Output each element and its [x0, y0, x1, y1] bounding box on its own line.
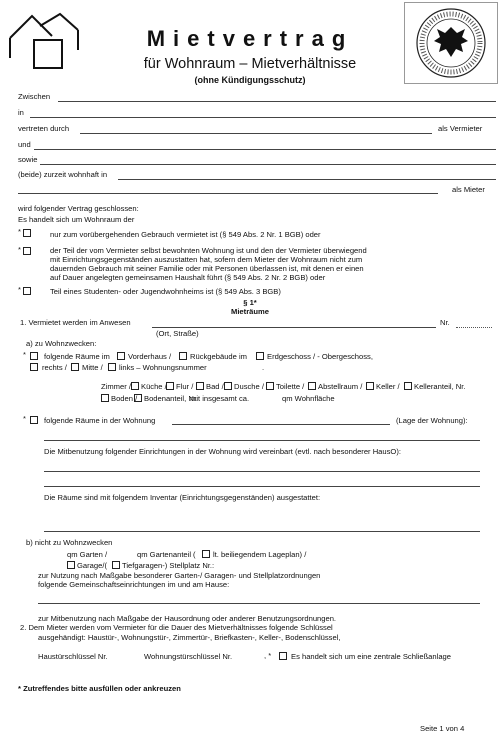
label-tenant: als Mieter: [452, 185, 485, 194]
item-2-line-2: ausgehändigt: Haustür-, Wohnungstür-, Zimmertür-, Briefkasten-, Keller-, Bodenschlüssel,: [38, 633, 341, 642]
document-note: (ohne Kündigungsschutz): [194, 75, 306, 85]
option-1-text: nur zum vorübergehenden Gebrauch vermietet ist (§ 549 Abs. 2 Nr. 1 BGB) oder: [50, 230, 321, 239]
document-title: Mietvertrag: [146, 26, 354, 51]
shower-checkbox[interactable]: [224, 382, 232, 390]
page-number: Seite 1 von 4: [420, 724, 465, 733]
central-locking-checkbox[interactable]: [279, 652, 287, 660]
field-shared-use-1[interactable]: [44, 471, 480, 472]
rear-building-checkbox[interactable]: [179, 352, 187, 360]
option-2-text-line-3: dauernden Gebrauch mit seiner Familie oder mit Personen überlassen ist, mit denen er einen: [50, 264, 364, 273]
front-house-label: Vorderhaus /: [128, 352, 172, 361]
rooms-kitchen: Küche /: [141, 382, 167, 391]
a-rooms-in: folgende Räume im: [44, 352, 110, 361]
front-house-checkbox[interactable]: [117, 352, 125, 360]
apt-checkbox[interactable]: [30, 416, 38, 424]
storage-checkbox[interactable]: [308, 382, 316, 390]
apt-star: *: [23, 414, 26, 423]
field-property-address[interactable]: [152, 327, 436, 328]
b-label: b) nicht zu Wohnzwecken: [26, 538, 113, 547]
right-checkbox[interactable]: [30, 363, 38, 371]
cellar-checkbox[interactable]: [366, 382, 374, 390]
field-and[interactable]: [34, 149, 496, 150]
option-3-text: Teil eines Studenten- oder Jugendwohnheims ist (§ 549 Abs. 3 BGB): [50, 287, 281, 296]
field-between[interactable]: [58, 101, 496, 102]
rooms-attic: Boden /: [111, 394, 138, 403]
field-apartment-rooms[interactable]: [44, 440, 480, 441]
shared-use-text: Die Mitbenutzung folgender Einrichtungen in der Wohnung wird vereinbart (evtl. nach besonderer HausO):: [44, 447, 401, 456]
ground-floor-checkbox[interactable]: [256, 352, 264, 360]
a-star: *: [23, 350, 26, 359]
b-paren-open: (: [193, 550, 196, 559]
intro-line-1: wird folgender Vertrag geschlossen:: [18, 204, 139, 213]
a-label: a) zu Wohnzwecken:: [26, 339, 97, 348]
keys-central-locking: Es handelt sich um eine zentrale Schließanlage: [291, 652, 451, 661]
label-nr: Nr.: [440, 318, 450, 327]
rooms-bath: Bad /: [206, 382, 224, 391]
apt-text: folgende Räume in der Wohnung: [44, 416, 156, 425]
option-3-star: *: [18, 285, 21, 294]
apartment-number-label: links – Wohnungsnummer: [119, 363, 207, 372]
footnote: * Zutreffendes bitte ausfüllen oder ankreuzen: [18, 684, 181, 693]
middle-checkbox[interactable]: [71, 363, 79, 371]
label-between: Zwischen: [18, 92, 51, 101]
place-caption: (Ort, Straße): [156, 329, 199, 338]
hall-checkbox[interactable]: [166, 382, 174, 390]
apt-location-label: (Lage der Wohnung):: [396, 416, 468, 425]
field-as-well-as[interactable]: [40, 164, 496, 165]
section-heading: § 1*: [243, 298, 257, 307]
b-garden-share: qm Gartenanteil: [137, 550, 192, 559]
rooms-cellar: Keller /: [376, 382, 400, 391]
b-parking: Tiefgaragen-) Stellplatz Nr.:: [122, 561, 215, 570]
label-as-well-as: sowie: [18, 155, 38, 164]
field-apartment-location[interactable]: [172, 424, 390, 425]
b-footer: zur Mitbenutzung nach Maßgabe der Hausordnung oder anderer Benutzungsordnungen.: [38, 614, 337, 623]
kitchen-checkbox[interactable]: [131, 382, 139, 390]
option-2-text: der Teil der vom Vermieter selbst bewohnten Wohnung ist und den der Vermieter überwiegend: [50, 246, 367, 255]
item-2-line-1: 2. Dem Mieter werden vom Vermieter für die Dauer des Mietverhältnisses folgende Schlüssel: [20, 623, 333, 632]
option-2-star: *: [18, 245, 21, 254]
toilet-checkbox[interactable]: [266, 382, 274, 390]
a-checkbox[interactable]: [30, 352, 38, 360]
b-site-plan: lt. beiliegendem Lageplan) /: [213, 550, 307, 559]
rooms-hall: Flur /: [176, 382, 194, 391]
b-shared-facilities: folgende Gemeinschaftseinrichtungen im und am Hause:: [38, 580, 230, 589]
field-property-nr[interactable]: [456, 327, 492, 328]
apartment-number-dot: .: [262, 363, 265, 372]
field-resident-in[interactable]: [118, 179, 496, 180]
site-plan-checkbox[interactable]: [202, 550, 210, 558]
option-2-checkbox[interactable]: [23, 247, 31, 255]
rooms-toilet: Toilette /: [276, 382, 305, 391]
rooms-zimmer: Zimmer /: [101, 382, 131, 391]
cellar-share-checkbox[interactable]: [404, 382, 412, 390]
b-usage-rules: zur Nutzung nach Maßgabe besonderer Garten-/ Garagen- und Stellplatzordnungen: [38, 571, 321, 580]
rear-building-label: Rückgebäude im: [190, 352, 247, 361]
label-landlord: als Vermieter: [438, 124, 483, 133]
rooms-living-area: qm Wohnfläche: [282, 394, 335, 403]
intro-line-2: Es handelt sich um Wohnraum der: [18, 215, 135, 224]
field-resident-in-2[interactable]: [18, 193, 438, 194]
rooms-storage: Abstellraum /: [318, 382, 363, 391]
inventory-text: Die Räume sind mit folgendem Inventar (Einrichtungsgegenständen) ausgestattet:: [44, 493, 321, 502]
seal-frame: [404, 2, 498, 84]
field-shared-facilities[interactable]: [38, 603, 480, 604]
label-resident-in: (beide) zurzeit wohnhaft in: [18, 170, 108, 179]
keys-house-door: Haustürschlüssel Nr.: [38, 652, 108, 661]
rooms-shower: Dusche /: [234, 382, 264, 391]
b-garden: qm Garten /: [67, 550, 108, 559]
option-2-text-line-2: mit Einrichtungsgegenständen auszustatten hat, sofern dem Mieter der Wohnraum nicht zum: [50, 255, 363, 264]
eagle-seal-icon: [405, 3, 497, 83]
rooms-attic-share: Bodenanteil, Nr.: [144, 394, 199, 403]
label-and: und: [18, 140, 31, 149]
field-inventory[interactable]: [44, 531, 480, 532]
label-in: in: [18, 108, 24, 117]
option-2-text-line-4: auf Dauer angelegten gemeinsamen Haushalt führt (§ 549 Abs. 2 Nr. 2 BGB) oder: [50, 273, 326, 282]
option-3-checkbox[interactable]: [23, 287, 31, 295]
attic-share-checkbox[interactable]: [134, 394, 142, 402]
section-subheading: Mieträume: [231, 307, 269, 316]
b-garage: Garage/(: [77, 561, 107, 570]
bath-checkbox[interactable]: [196, 382, 204, 390]
field-shared-use-2[interactable]: [44, 486, 480, 487]
right-label: rechts /: [42, 363, 67, 372]
rooms-total-approx: mit insgesamt ca.: [190, 394, 250, 403]
keys-star: , *: [264, 651, 272, 660]
rooms-cellar-share: Kelleranteil, Nr.: [414, 382, 466, 391]
garage-checkbox[interactable]: [67, 561, 75, 569]
ground-floor-label: Erdgeschoss / - Obergeschoss,: [267, 352, 373, 361]
underground-parking-checkbox[interactable]: [112, 561, 120, 569]
attic-checkbox[interactable]: [101, 394, 109, 402]
keys-apartment-door: Wohnungstürschlüssel Nr.: [144, 652, 233, 661]
field-in[interactable]: [30, 117, 496, 118]
left-checkbox[interactable]: [108, 363, 116, 371]
field-represented-by[interactable]: [80, 133, 432, 134]
document-subtitle: für Wohnraum – Mietverhältnisse: [143, 56, 357, 72]
option-1-checkbox[interactable]: [23, 229, 31, 237]
item-1-label: 1. Vermietet werden im Anwesen: [20, 318, 131, 327]
middle-label: Mitte /: [82, 363, 103, 372]
option-1-star: *: [18, 227, 21, 236]
label-represented-by: vertreten durch: [18, 124, 70, 133]
